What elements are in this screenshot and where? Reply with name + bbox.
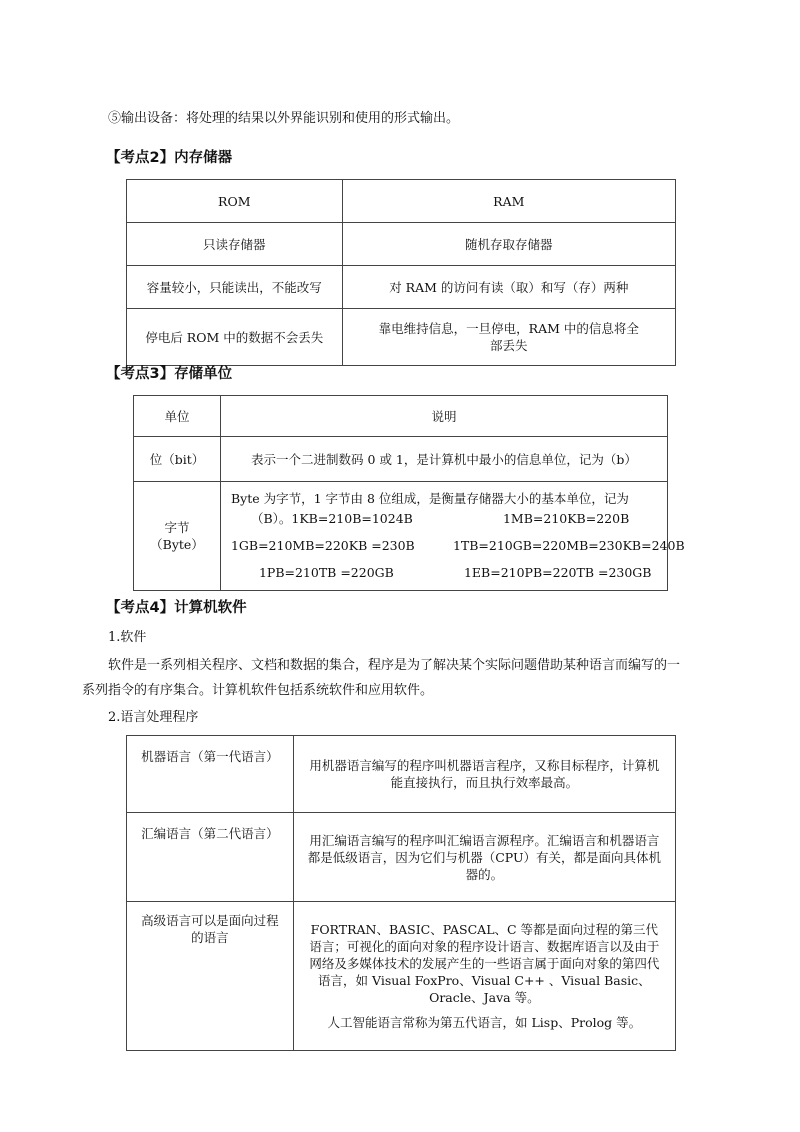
intro-line: ⑤输出设备：将处理的结果以外界能识别和使用的形式输出。 (108, 111, 460, 126)
byte-unit-kb: （B）。1KB=210B=1024B (250, 511, 413, 526)
table-cell: 靠电维持信息，一旦停电，RAM 中的信息将全部丢失 (342, 309, 675, 366)
table-cell: 容量较小，只能读出，不能改写 (127, 266, 343, 309)
table-row (127, 223, 676, 266)
section4-heading: 【考点4】计算机软件 (106, 600, 247, 616)
table-row (134, 482, 668, 591)
section3-heading: 【考点3】存储单位 (106, 366, 233, 382)
paragraph-line: 软件是一系列相关程序、文档和数据的集合，程序是为了解决某个实际问题借助某种语言而编写的一 (108, 658, 681, 673)
lang-desc-ai: 人工智能语言常称为第五代语言，如 Lisp、Prolog 等。 (327, 1015, 642, 1030)
table-row (134, 437, 668, 482)
table-cell: 汇编语言（第二代语言） (127, 813, 294, 902)
byte-unit-tb: 1TB=210GB=220MB=230KB=240B (452, 538, 685, 553)
table-header-cell: 单位 (134, 396, 221, 437)
byte-unit-gb: 1GB=210MB=220KB =230B (230, 538, 415, 553)
byte-unit-mb: 1MB=210KB=220B (502, 511, 630, 526)
table-cell: 停电后 ROM 中的数据不会丢失 (127, 309, 343, 366)
table-row (127, 266, 676, 309)
table-cell: 用机器语言编写的程序叫机器语言程序，又称目标程序，计算机能直接执行，而且执行效率最高。 (293, 736, 675, 813)
byte-unit-pb: 1PB=210TB =220GB (258, 565, 394, 580)
table-cell: 位（bit） (134, 437, 221, 482)
table-cell: 字节（Byte） (134, 482, 221, 591)
table-header-cell: 说明 (220, 396, 667, 437)
storage-unit-table (133, 395, 685, 591)
table-row (127, 902, 676, 1051)
paragraph-line: 系列指令的有序集合。计算机软件包括系统软件和应用软件。 (82, 683, 434, 698)
table-cell (293, 902, 675, 1051)
byte-unit-eb: 1EB=210PB=220TB =230GB (463, 565, 652, 580)
table-row (127, 736, 676, 813)
table-cell: 表示一个二进制数码 0 或 1，是计算机中最小的信息单位，记为（b） (220, 437, 667, 482)
table-cell: 随机存取存储器 (342, 223, 675, 266)
table-header-cell: RAM (342, 180, 675, 223)
subheading-language: 2.语言处理程序 (108, 710, 199, 725)
table-cell: 高级语言可以是面向过程的语言 (127, 902, 294, 1051)
memory-table (126, 179, 676, 366)
section2-heading: 【考点2】内存储器 (106, 150, 233, 166)
table-row (127, 813, 676, 902)
subheading-software: 1.软件 (108, 630, 147, 645)
table-cell: 只读存储器 (127, 223, 343, 266)
table-row (134, 396, 668, 437)
table-header-cell: ROM (127, 180, 343, 223)
table-cell: 对 RAM 的访问有读（取）和写（存）两种 (342, 266, 675, 309)
byte-description-cell (220, 482, 685, 591)
byte-desc-line: Byte 为字节，1 字节由 8 位组成，是衡量存储器大小的基本单位，记为 (230, 491, 629, 506)
lang-desc: FORTRAN、BASIC、PASCAL、C 等都是面向过程的第三代语言；可视化的面向对象的程序设计语言、数据库语言以及由于网络及多媒体技术的发展产生的一些语言属于面向对象的第四代语言，如 Visual FoxPro、Visual C++ 、Visual Basic、Oracle、Java 等。 (309, 922, 660, 1005)
table-cell: 机器语言（第一代语言） (127, 736, 294, 813)
table-row (127, 180, 676, 223)
table-row (127, 309, 676, 366)
language-table (126, 735, 676, 1051)
table-cell: 用汇编语言编写的程序叫汇编语言源程序。汇编语言和机器语言都是低级语言，因为它们与机器（CPU）有关，都是面向具体机器的。 (293, 813, 675, 902)
